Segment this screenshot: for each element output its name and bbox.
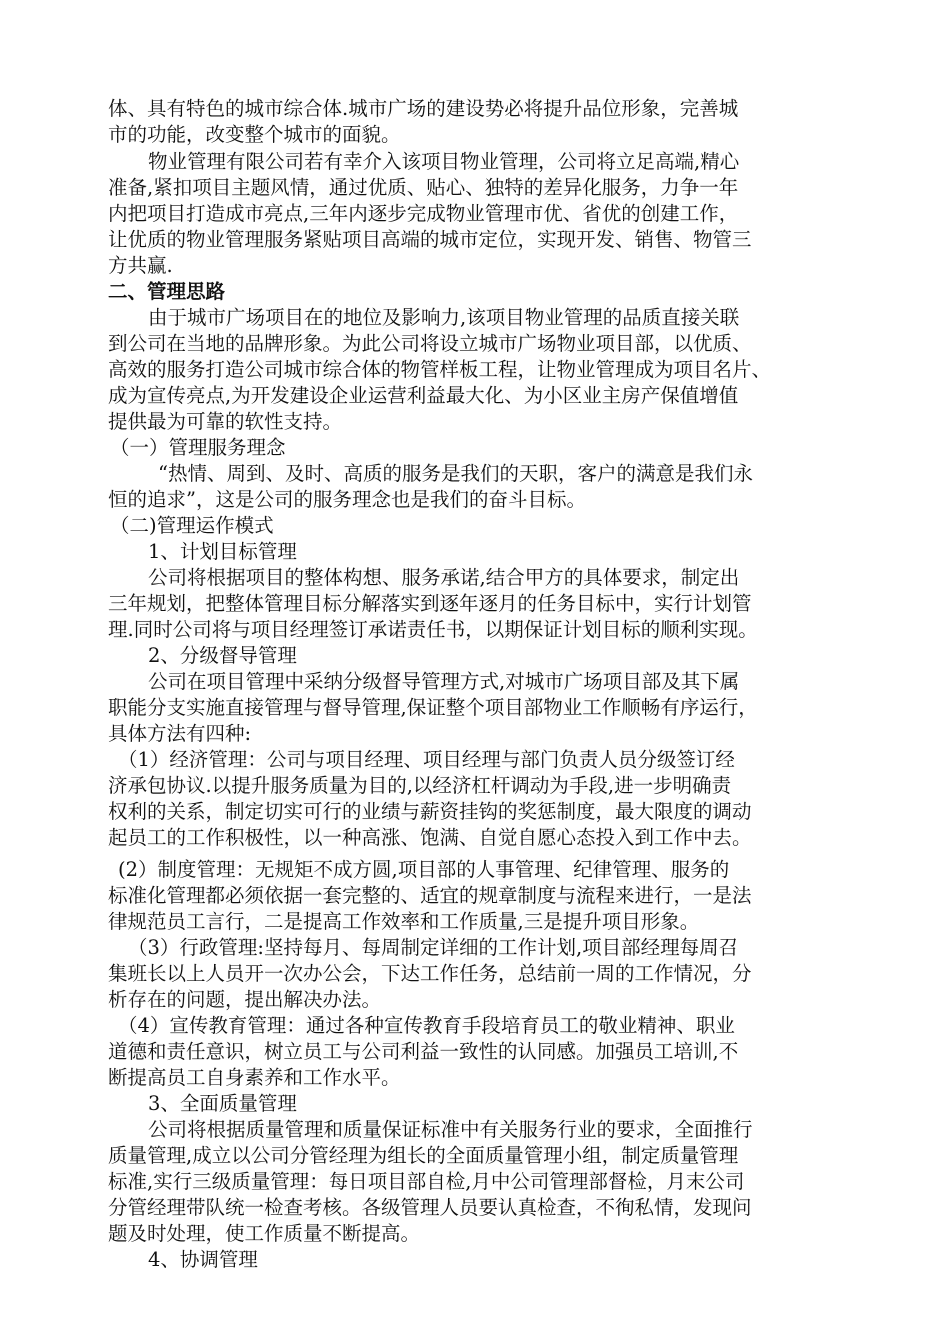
text-line: 析存在的问题，提出解决办法。 [108, 988, 382, 1011]
text-line: 题及时处理，使工作质量不断提高。 [108, 1222, 421, 1245]
text-line: 律规范员工言行，二是提高工作效率和工作质量,三是提升项目形象。 [108, 910, 700, 933]
text-line: 到公司在当地的品牌形象。为此公司将设立城市广场物业项目部，以优质、 [108, 332, 752, 355]
text-line: 方共赢. [108, 254, 173, 277]
text-line: 物业管理有限公司若有幸介入该项目物业管理，公司将立足高端,精心 [148, 150, 740, 173]
text-line: 起员工的工作积极性，以一种高涨、饱满、自觉自愿心态投入到工作中去。 [108, 826, 752, 849]
section-heading: 二、管理思路 [108, 280, 226, 303]
text-line: 公司将根据质量管理和质量保证标准中有关服务行业的要求，全面推行 [148, 1118, 753, 1141]
text-line: 提供最为可靠的软性支持。 [108, 410, 343, 433]
text-line: “热情、周到、及时、高质的服务是我们的天职，客户的满意是我们永 [158, 462, 753, 485]
text-line: （3）行政管理:坚持每月、每周制定详细的工作计划,项目部经理每周召 [128, 936, 739, 959]
subsection-heading: （一）管理服务理念 [110, 436, 286, 459]
text-line: 理.同时公司将与项目经理签订承诺责任书，以期保证计划目标的顺利实现。 [108, 618, 758, 641]
text-line: 标准,实行三级质量管理：每日项目部自检,月中公司管理部督检，月末公司 [108, 1170, 745, 1193]
text-line: （1）经济管理：公司与项目经理、项目经理与部门负责人员分级签订经 [118, 748, 735, 771]
text-line: 济承包协议.以提升服务质量为目的,以经济杠杆调动为手段,进一步明确责 [108, 774, 732, 797]
text-line: 标准化管理都必须依据一套完整的、适宜的规章制度与流程来进行，一是法 [108, 884, 752, 907]
text-line: 让优质的物业管理服务紧贴项目高端的城市定位，实现开发、销售、物管三 [108, 228, 752, 251]
text-line: 集班长以上人员开一次办公会，下达工作任务，总结前一周的工作情况，分 [108, 962, 752, 985]
text-line: 三年规划，把整体管理目标分解落实到逐年逐月的任务目标中，实行计划管 [108, 592, 752, 615]
text-line: 质量管理,成立以公司分管经理为组长的全面质量管理小组，制定质量管理 [108, 1144, 739, 1167]
text-line: 由于城市广场项目在的地位及影响力,该项目物业管理的品质直接关联 [148, 306, 740, 329]
text-line: 具体方法有四种: [108, 722, 252, 745]
item-heading: 2、分级督导管理 [148, 644, 297, 667]
text-line: 公司将根据项目的整体构想、服务承诺,结合甲方的具体要求，制定出 [148, 566, 740, 589]
text-line: 市的功能，改变整个城市的面貌。 [108, 123, 401, 146]
item-heading: 1、计划目标管理 [148, 540, 297, 563]
text-line: 恒的追求”，这是公司的服务理念也是我们的奋斗目标。 [108, 488, 586, 511]
text-line: 分管经理带队统一检查考核。各级管理人员要认真检查，不徇私情，发现问 [108, 1196, 752, 1219]
item-heading: 4、协调管理 [148, 1248, 258, 1271]
text-line: （4）宣传教育管理：通过各种宣传教育手段培育员工的敬业精神、职业 [118, 1014, 735, 1037]
text-line: 体、具有特色的城市综合体.城市广场的建设势必将提升品位形象，完善城 [108, 97, 739, 120]
text-line: 高效的服务打造公司城市综合体的物管样板工程，让物业管理成为项目名片、 [108, 358, 772, 381]
item-heading: 3、全面质量管理 [148, 1092, 297, 1115]
text-line: 准备,紧扣项目主题风情，通过优质、贴心、独特的差异化服务，力争一年 [108, 176, 739, 199]
text-line: 权利的关系，制定切实可行的业绩与薪资挂钩的奖惩制度，最大限度的调动 [108, 800, 752, 823]
text-line: 公司在项目管理中采纳分级督导管理方式,对城市广场项目部及其下属 [148, 670, 740, 693]
text-line: 职能分支实施直接管理与督导管理,保证整个项目部物业工作顺畅有序运行， [108, 696, 758, 719]
text-line: 断提高员工自身素养和工作水平。 [108, 1066, 401, 1089]
text-line: 成为宣传亮点,为开发建设企业运营利益最大化、为小区业主房产保值增值 [108, 384, 739, 407]
text-line: 内把项目打造成市亮点,三年内逐步完成物业管理市优、省优的创建工作， [108, 202, 739, 225]
subsection-heading: （二)管理运作模式 [110, 514, 274, 537]
text-line: 道德和责任意识，树立员工与公司利益一致性的认同感。加强员工培训,不 [108, 1040, 739, 1063]
text-line: (2）制度管理：无规矩不成方圆,项目部的人事管理、纪律管理、服务的 [118, 858, 730, 881]
